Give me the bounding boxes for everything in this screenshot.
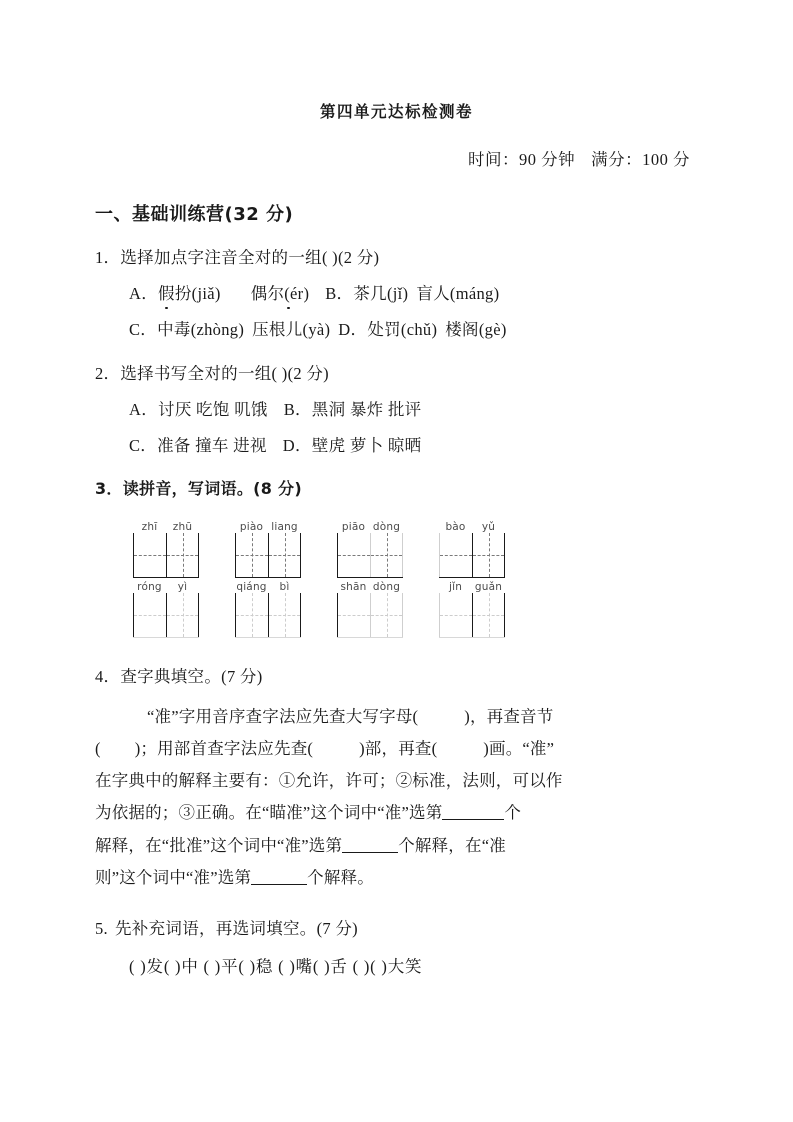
writing-cell[interactable] [235, 533, 268, 577]
writing-cells[interactable] [337, 593, 403, 638]
question-1 [95, 245, 698, 342]
writing-cells[interactable] [439, 593, 505, 638]
writing-cell[interactable] [439, 593, 472, 637]
pinyin-grid-group [133, 518, 199, 638]
question-2-options-row-1: A．讨厌 吃饱 叽饿 B．黑洞 暴炸 批评 [129, 400, 422, 420]
writing-cell[interactable] [337, 533, 370, 577]
writing-cells[interactable] [133, 533, 199, 578]
pinyin-labels: zhī zhū [141, 520, 193, 533]
writing-cell[interactable] [268, 593, 301, 637]
pinyin-labels: piào liang [239, 520, 298, 533]
writing-cell[interactable] [472, 593, 505, 637]
dotted-char: 假 [158, 281, 175, 306]
writing-cell[interactable] [370, 593, 403, 637]
time-value: 90 分钟 [519, 150, 576, 169]
pinyin-grid-row-top [439, 518, 505, 578]
pinyin-grid-row-bottom [133, 578, 199, 638]
writing-cells[interactable] [235, 593, 301, 638]
pinyin-labels: qiáng bì [236, 580, 290, 593]
writing-cell[interactable] [166, 593, 199, 637]
section-title-basic-training: 一、基础训练营(32 分) [95, 204, 294, 225]
writing-cell[interactable] [166, 533, 199, 577]
answer-blank-underline[interactable] [342, 852, 398, 853]
pinyin-labels: bào yǔ [445, 520, 496, 533]
writing-cell[interactable] [235, 593, 268, 637]
time-label: 时间： [468, 150, 519, 169]
pinyin-grid-row-top [337, 518, 403, 578]
question-5-stem: 5. 先补充词语，再选词填空。(7 分) [95, 918, 358, 938]
pinyin-grid-group [337, 518, 403, 638]
writing-cells[interactable] [133, 593, 199, 638]
writing-cell[interactable] [337, 593, 370, 637]
answer-blank-underline[interactable] [442, 819, 504, 820]
writing-cells[interactable] [439, 533, 505, 578]
pinyin-labels: róng yì [137, 580, 188, 593]
question-2-stem: 2．选择书写全对的一组( )(2 分) [95, 364, 329, 384]
pinyin-labels: jǐn guǎn [448, 580, 503, 593]
question-5 [95, 916, 698, 979]
writing-cell[interactable] [472, 533, 505, 577]
pinyin-grid-row-bottom [235, 578, 301, 638]
question-1-stem: 1．选择加点字注音全对的一组( )(2 分) [95, 248, 380, 267]
pinyin-labels: piāo dòng [341, 520, 401, 533]
pinyin-grid-row-bottom [337, 578, 403, 638]
score-value: 100 分 [642, 150, 690, 169]
score-label: 满分： [591, 150, 643, 169]
page-title: 第四单元达标检测卷 [319, 102, 473, 122]
pinyin-grid-row-top [235, 518, 301, 578]
writing-cells[interactable] [235, 533, 301, 578]
question-3-stem: 3．读拼音，写词语。(8 分) [95, 479, 302, 499]
writing-cell[interactable] [439, 533, 472, 577]
writing-cell[interactable] [133, 593, 166, 637]
question-5-idioms[interactable]: ( )发( )中 ( )平( )稳 ( )嘴( )舌 ( )( )大笑 [129, 956, 423, 976]
pinyin-grid-group [235, 518, 301, 638]
writing-cells[interactable] [337, 533, 403, 578]
question-3 [95, 477, 698, 501]
question-4-body: “准”字用音序查字法应先查大写字母( )，再查音节 ( )；用部首查字法应先查( )部，再查( )画。“准” 在字典中的解释主要有：①允许，许可；②标准，法则，可以作 为依据的；③正确。在“瞄准”这个词中“准”选第 个 解释，在“批准”这个词中“准”选第 个解释，在“准 则”这个词中“准”选第 个解释。 [95, 706, 563, 887]
pinyin-labels: shān dòng [340, 580, 401, 593]
exam-meta [95, 146, 698, 170]
dotted-char: 尔(ér) [267, 281, 309, 306]
question-4 [95, 664, 698, 894]
pinyin-grid-row-bottom [439, 578, 505, 638]
question-2 [95, 361, 698, 458]
question-1-options-row-2: C．中毒(zhòng) 压根儿(yà) D．处罚(chǔ) 楼阁(gè) [129, 320, 507, 340]
pinyin-grid-row-top [133, 518, 199, 578]
pinyin-grid-group [439, 518, 505, 638]
writing-cell[interactable] [370, 533, 403, 577]
writing-cell[interactable] [133, 533, 166, 577]
answer-blank-underline[interactable] [251, 884, 307, 885]
question-1-options-row-1: A．假扮(jiǎ) 偶尔(ér) B．茶几(jǐ) 盲人(máng) [95, 281, 698, 306]
pinyin-writing-grids [95, 518, 698, 638]
question-2-options-row-2: C．准备 撞车 进视 D．壁虎 萝卜 晾晒 [129, 436, 422, 456]
writing-cell[interactable] [268, 533, 301, 577]
question-4-stem: 4．查字典填空。(7 分) [95, 666, 263, 686]
